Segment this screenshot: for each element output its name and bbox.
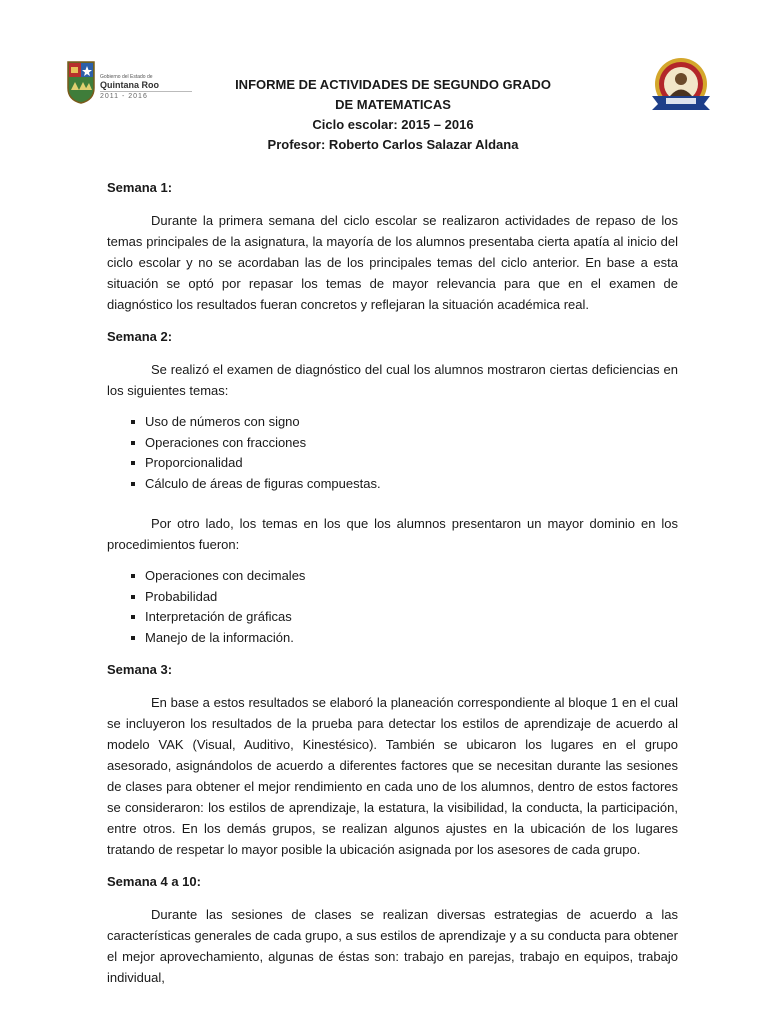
- list-item: Interpretación de gráficas: [131, 607, 678, 628]
- report-body: [107, 178, 678, 988]
- week-2-paragraph-2: Por otro lado, los temas en los que los alumnos presentaron un mayor dominio en los procedimientos fueron:: [107, 515, 678, 552]
- quintana-roo-logo: [66, 60, 192, 106]
- logo-line-2: Quintana Roo: [100, 80, 159, 90]
- report-subject: DE MATEMATICAS: [335, 97, 451, 112]
- section-title-week-2: Semana 2:: [107, 329, 173, 344]
- report-title: INFORME DE ACTIVIDADES DE SEGUNDO GRADO: [235, 77, 551, 92]
- week-4-10-paragraph: Durante las sesiones de clases se realizan diversas estrategias de acuerdo a las características generales de cada grupo, a sus estilos de aprendizaje y a su conducta para obtener el mejor aprovechamiento, algunas de éstas son: trabajo en parejas, trabajo en equipos, trabajo individual,: [107, 906, 678, 985]
- weak-topics-list: [107, 412, 678, 495]
- list-item: Proporcionalidad: [131, 453, 678, 474]
- section-title-week-3: Semana 3:: [107, 661, 173, 677]
- list-item: Operaciones con fracciones: [131, 433, 678, 454]
- list-item: Probabilidad: [131, 587, 678, 608]
- logo-line-1: Gobierno del Estado de: [100, 74, 153, 80]
- week-3-paragraph: En base a estos resultados se elaboró la planeación correspondiente al bloque 1 en el cual se incluyeron los resultados de la prueba para detectar los estilos de aprendizaje de acuerdo al modelo VAK (Visual, Auditivo, Kinestésico). También se ubicaron los lugares en el grupo asesorado, asignándolos de acuerdo a diferentes factores que se necesitan durante las sesiones de clases para obtener el mejor rendimiento en cada uno de los alumnos, dentro de estos factores se consideraron: los estilos de aprendizaje, la estatura, la visibilidad, la conducta, la participación, entre otros. En los demás grupos, se realizan algunos ajustes en la ubicación de los lugares tratando de respetar lo mayor posible la ubicación asignada por los asesores de cada grupo.: [107, 694, 678, 857]
- list-item: Manejo de la información.: [131, 628, 678, 649]
- list-item: Cálculo de áreas de figuras compuestas.: [131, 474, 678, 495]
- school-year: Ciclo escolar: 2015 – 2016: [312, 117, 474, 132]
- teacher-name: Profesor: Roberto Carlos Salazar Aldana: [267, 137, 519, 152]
- section-title-week-4-10: Semana 4 a 10:: [107, 873, 201, 889]
- logo-line-3: 2011 - 2016: [100, 91, 192, 101]
- week-2-paragraph-1: Se realizó el examen de diagnóstico del cual los alumnos mostraron ciertas deficiencias en los siguientes temas:: [107, 362, 678, 398]
- list-item: Uso de números con signo: [131, 412, 678, 433]
- school-seal-icon: [648, 56, 714, 118]
- list-item: Operaciones con decimales: [131, 566, 678, 587]
- week-1-paragraph: Durante la primera semana del ciclo escolar se realizaron actividades de repaso de los temas principales de la asignatura, la mayoría de los alumnos presentaba cierta apatía al inicio del ciclo escolar y no se acordaban las de los principales temas del ciclo anterior. En base a esta situación se optó por repasar los temas de mayor relevancia para que en el examen de diagnóstico los resultados fueran concretos y reflejaran la situación académica real.: [107, 213, 678, 312]
- document-header: [200, 75, 586, 155]
- section-title-week-1: Semana 1:: [107, 180, 173, 195]
- strong-topics-list: [107, 566, 678, 649]
- state-shield-icon: [66, 60, 96, 104]
